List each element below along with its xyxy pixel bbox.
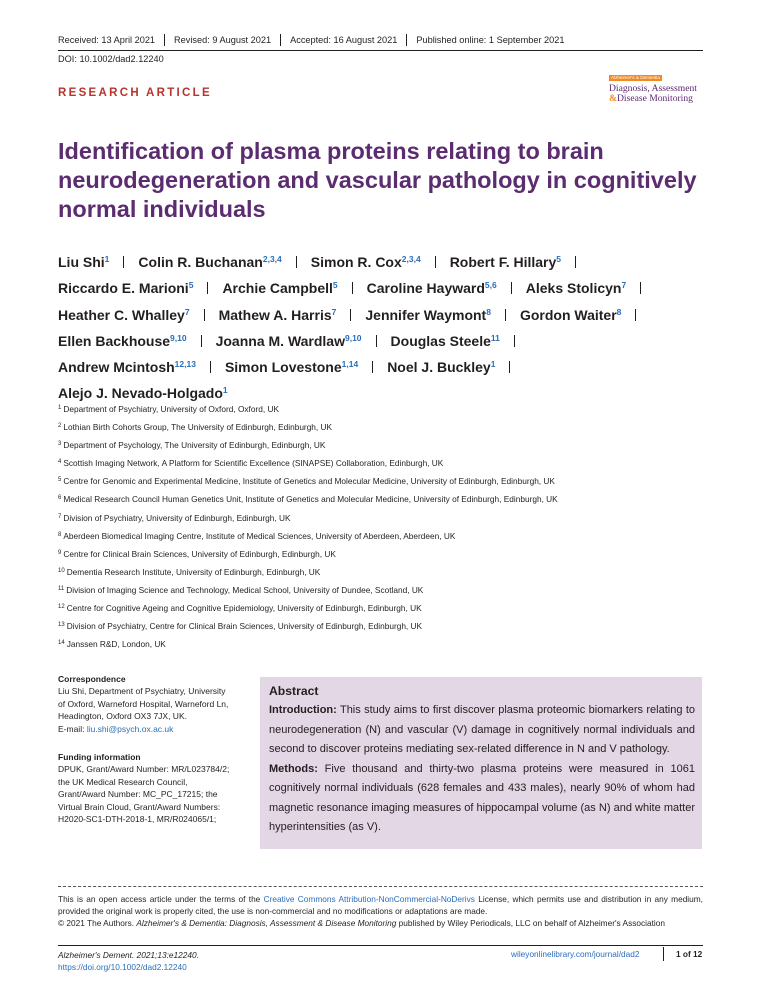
author-separator xyxy=(201,335,202,347)
license-pre: This is an open access article under the terms of the xyxy=(58,894,264,904)
correspondence-block xyxy=(58,673,243,735)
author-name: Gordon Waiter xyxy=(519,306,617,323)
author-affil-sup[interactable]: 12,13 xyxy=(174,359,196,370)
footer-rule xyxy=(58,945,703,946)
correspondence-line: Headington, Oxford OX3 7JX, UK. xyxy=(58,711,187,722)
affiliation-num: 13 xyxy=(58,622,65,629)
license-post: License, which permits use and distribution in any medium, provided the original work is properly cited, the use is non-commercial and no modifications or adaptations are made. xyxy=(58,894,703,917)
affiliation-num: 14 xyxy=(58,640,65,647)
affiliation xyxy=(58,489,708,507)
copyright-journal: Alzheimer's & Dementia: Diagnosis, Assessment & Disease Monitoring xyxy=(136,918,397,929)
author-name: Andrew Mcintosh xyxy=(58,359,175,376)
author-separator xyxy=(514,335,515,347)
citation-text: Alzheimer's Dement. 2021;13:e12240. xyxy=(58,950,199,960)
affiliation-num: 10 xyxy=(58,567,65,574)
author-name: Simon Lovestone xyxy=(224,359,342,376)
author xyxy=(387,359,495,375)
author xyxy=(58,307,190,323)
author xyxy=(216,333,362,349)
affiliation xyxy=(58,634,708,652)
affiliation-num: 9 xyxy=(58,549,62,556)
journal-logo-line2 xyxy=(609,94,704,104)
author-name: Jennifer Waymont xyxy=(365,306,487,323)
author-affil-sup[interactable]: 7 xyxy=(184,306,190,317)
author-affil-sup[interactable]: 7 xyxy=(621,280,627,291)
author-separator xyxy=(207,282,208,294)
author-separator xyxy=(350,309,351,321)
funding-heading: Funding information xyxy=(58,752,141,762)
affiliation-text: Department of Psychology, The University of Edinburgh, Edinburgh, UK xyxy=(63,440,326,451)
author xyxy=(58,333,187,349)
author-affil-sup[interactable]: 8 xyxy=(616,306,622,317)
correspondence-line: Liu Shi, Department of Psychiatry, University xyxy=(58,686,226,697)
affiliation-num: 1 xyxy=(58,405,62,411)
footer-doi-link[interactable]: https://doi.org/10.1002/dad2.12240 xyxy=(58,962,187,973)
author xyxy=(367,280,497,296)
author-separator xyxy=(123,256,124,268)
author-separator xyxy=(296,256,297,268)
affiliation xyxy=(58,508,708,526)
author-name: Liu Shi xyxy=(58,254,105,270)
affiliation-list xyxy=(58,399,708,652)
author xyxy=(311,254,421,270)
author-name: Ellen Backhouse xyxy=(58,332,171,349)
author-separator xyxy=(505,309,506,321)
license-notice xyxy=(58,893,703,930)
journal-logo-tag: Alzheimer's & Dementia xyxy=(611,75,660,80)
author-affil-sup[interactable]: 2,3,4 xyxy=(401,254,421,264)
abstract-heading: Abstract xyxy=(269,684,319,698)
abstract-introduction xyxy=(269,701,695,760)
author-affil-sup[interactable]: 1,14 xyxy=(341,359,359,370)
author xyxy=(58,280,193,296)
author-affil-sup[interactable]: 1 xyxy=(490,359,496,370)
author-separator xyxy=(575,256,576,268)
journal-logo-line1: Diagnosis, Assessment xyxy=(609,83,697,94)
author-affil-sup[interactable]: 5 xyxy=(188,280,194,291)
affiliation-text: Janssen R&D, London, UK xyxy=(66,639,166,650)
author-separator xyxy=(352,282,353,294)
abstract-box xyxy=(260,677,702,849)
author-affil-sup[interactable]: 9,10 xyxy=(170,332,187,343)
author xyxy=(219,307,337,323)
affiliation xyxy=(58,435,708,453)
author-separator xyxy=(509,361,510,373)
funding-line: the UK Medical Research Council, xyxy=(58,776,188,787)
author-list xyxy=(58,248,718,406)
author-name: Mathew A. Harris xyxy=(218,306,332,323)
funding-line: H2020-SC1-DTH-2018-1, MR/R024065/1; xyxy=(58,814,217,825)
affiliation-num: 8 xyxy=(58,531,62,538)
author-separator xyxy=(635,309,636,321)
funding-block xyxy=(58,751,243,825)
intro-label: Introduction: xyxy=(269,704,337,716)
author-separator xyxy=(204,309,205,321)
footer-citation-block xyxy=(58,949,199,973)
author xyxy=(520,307,621,323)
author-affil-sup[interactable]: 5,6 xyxy=(484,280,497,291)
intro-text: This study aims to first discover plasma proteomic biomarkers relating to neurodegeneration (N) and vascular (V) damage in cognitively normal individuals and second to discover proteins mediating sex-related difference in N and V pathology. xyxy=(269,704,695,755)
author xyxy=(225,359,358,375)
author-name: Noel J. Buckley xyxy=(387,359,491,376)
footer-citation xyxy=(58,949,199,961)
author-name: Aleks Stolicyn xyxy=(525,280,622,297)
affiliation-num: 11 xyxy=(58,585,65,592)
copyright-post: published by Wiley Periodicals, LLC on behalf of Alzheimer's Association xyxy=(396,918,665,929)
copyright-pre: © 2021 The Authors. xyxy=(58,918,137,929)
author xyxy=(222,280,337,296)
author-affil-sup[interactable]: 1 xyxy=(222,385,228,396)
author-separator xyxy=(640,282,641,294)
author-name: Joanna M. Wardlaw xyxy=(215,332,345,349)
cc-license-link[interactable]: Creative Commons Attribution-NonCommercial-NoDerivs xyxy=(263,894,475,904)
author-affil-sup[interactable]: 1 xyxy=(104,254,110,264)
author-name: Douglas Steele xyxy=(390,332,491,349)
correspondence-heading: Correspondence xyxy=(58,674,126,684)
abstract-content xyxy=(269,684,695,838)
published-date: Published online: 1 September 2021 xyxy=(416,35,565,45)
affiliation-text: Division of Psychiatry, Centre for Clinical Brain Sciences, University of Edinburgh, Edinburgh, UK xyxy=(66,621,423,632)
methods-label: Methods: xyxy=(269,762,318,775)
accepted-date: Accepted: 16 August 2021 xyxy=(290,35,398,45)
affiliation-text: Centre for Clinical Brain Sciences, University of Edinburgh, Edinburgh, UK xyxy=(63,548,336,559)
license-text xyxy=(58,893,703,917)
author-name: Robert F. Hillary xyxy=(449,254,557,270)
correspondence-line: of Oxford, Warneford Hospital, Warneford Ln, xyxy=(58,698,229,709)
affiliation-num: 2 xyxy=(58,423,62,430)
page-divider xyxy=(663,947,664,961)
author-affil-sup[interactable]: 2,3,4 xyxy=(262,254,282,264)
author-affil-sup[interactable]: 5 xyxy=(332,280,338,291)
author-affil-sup[interactable]: 11 xyxy=(490,332,500,343)
author xyxy=(365,307,491,323)
affiliation-text: Aberdeen Biomedical Imaging Centre, Institute of Medical Sciences, University of Aberdeen, Aberdeen, UK xyxy=(63,530,456,541)
affiliation-text: Centre for Cognitive Ageing and Cognitive Epidemiology, University of Edinburgh, Edinburgh, UK xyxy=(66,603,422,614)
article-title: Identification of plasma proteins relating to brain neurodegeneration and vascular pathology in cognitively normal individuals xyxy=(58,138,697,222)
affiliation-text: Division of Psychiatry, University of Edinburgh, Edinburgh, UK xyxy=(63,512,291,523)
email-link[interactable]: liu.shi@psych.ox.ac.uk xyxy=(86,723,174,734)
journal-logo-line2-text: Disease Monitoring xyxy=(617,93,693,104)
author xyxy=(138,254,281,270)
affiliation-text: Medical Research Council Human Genetics Unit, Institute of Genetics and Molecular Medicine, University of Edinburgh, Edinburgh, UK xyxy=(63,494,558,505)
affiliation xyxy=(58,580,708,598)
author xyxy=(58,254,109,270)
author xyxy=(526,280,626,296)
affiliation-num: 12 xyxy=(58,604,65,611)
affiliation xyxy=(58,399,708,417)
author-name: Caroline Hayward xyxy=(366,280,485,297)
correspondence-email-row xyxy=(58,723,243,735)
author xyxy=(450,254,561,270)
page-number: 1 of 12 xyxy=(676,949,703,959)
publication-dates xyxy=(58,34,565,46)
author-separator xyxy=(511,282,512,294)
affiliation-text: Centre for Genomic and Experimental Medicine, Institute of Genetics and Molecular Medicine, University of Edinburgh, Edinburgh, UK xyxy=(63,476,555,487)
author-separator xyxy=(376,335,377,347)
affiliation-num: 3 xyxy=(58,441,62,448)
affiliation xyxy=(58,526,708,544)
doi-header: DOI: 10.1002/dad2.12240 xyxy=(58,54,164,64)
journal-url-link[interactable]: wileyonlinelibrary.com/journal/dad2 xyxy=(511,949,640,959)
affiliation-num: 5 xyxy=(58,477,62,484)
affiliation-text: Scottish Imaging Network, A Platform for Scientific Excellence (SINAPSE) Collaboration, Edinburgh, UK xyxy=(63,458,444,469)
header-rule xyxy=(58,50,703,51)
divider xyxy=(406,34,407,46)
email-label: E-mail: xyxy=(58,723,87,734)
methods-text: Five thousand and thirty-two plasma proteins were measured in 1061 cognitively normal individuals (628 females and 433 males), nearly 90% of whom had magnetic resonance imaging measures of hippocampal volume (as N) and white matter hyperintensities (as V). xyxy=(269,762,695,833)
author-affil-sup[interactable]: 7 xyxy=(331,306,337,317)
affiliation-text: Dementia Research Institute, University of Edinburgh, Edinburgh, UK xyxy=(66,566,321,577)
funding-line: Virtual Brain Cloud, Grant/Award Numbers: xyxy=(58,801,221,812)
funding-line: DPUK, Grant/Award Number: MR/L023784/2; xyxy=(58,764,230,775)
affiliation-text: Department of Psychiatry, University of Oxford, Oxford, UK xyxy=(63,404,279,414)
author xyxy=(391,333,500,349)
divider xyxy=(164,34,165,46)
affiliation-text: Division of Imaging Science and Technology, Medical School, University of Dundee, Scotland, UK xyxy=(66,584,424,595)
author-affil-sup[interactable]: 9,10 xyxy=(344,332,362,343)
affiliation xyxy=(58,598,708,616)
author xyxy=(58,359,196,375)
affiliation xyxy=(58,616,708,634)
license-rule xyxy=(58,886,703,887)
affiliation-num: 7 xyxy=(58,513,62,520)
divider xyxy=(280,34,281,46)
affiliation xyxy=(58,562,708,580)
affiliation xyxy=(58,417,708,435)
author-affil-sup[interactable]: 8 xyxy=(486,306,491,317)
author-affil-sup[interactable]: 5 xyxy=(556,254,562,264)
journal-logo-amp: & xyxy=(609,93,617,104)
journal-logo xyxy=(609,66,704,104)
author-separator xyxy=(372,361,373,373)
affiliation-num: 6 xyxy=(58,495,62,502)
funding-line: Grant/Award Number: MC_PC_17215; the xyxy=(58,789,218,800)
affiliation xyxy=(58,471,708,489)
affiliation xyxy=(58,453,708,471)
author-name: Riccardo E. Marioni xyxy=(58,280,189,297)
copyright-line xyxy=(58,917,703,929)
affiliation-num: 4 xyxy=(58,459,62,466)
author-name: Heather C. Whalley xyxy=(58,306,185,323)
abstract-methods xyxy=(269,760,695,838)
author-name: Archie Campbell xyxy=(222,280,333,297)
revised-date: Revised: 9 August 2021 xyxy=(174,35,272,45)
affiliation-text: Lothian Birth Cohorts Group, The University of Edinburgh, Edinburgh, UK xyxy=(63,422,333,433)
received-date: Received: 13 April 2021 xyxy=(58,35,156,45)
author-separator xyxy=(210,361,211,373)
author-separator xyxy=(435,256,436,268)
author-name: Colin R. Buchanan xyxy=(138,254,263,270)
affiliation xyxy=(58,544,708,562)
article-type: RESEARCH ARTICLE xyxy=(58,87,212,99)
author-name: Simon R. Cox xyxy=(310,254,402,270)
author-name: Alejo J. Nevado-Holgado xyxy=(58,385,223,402)
